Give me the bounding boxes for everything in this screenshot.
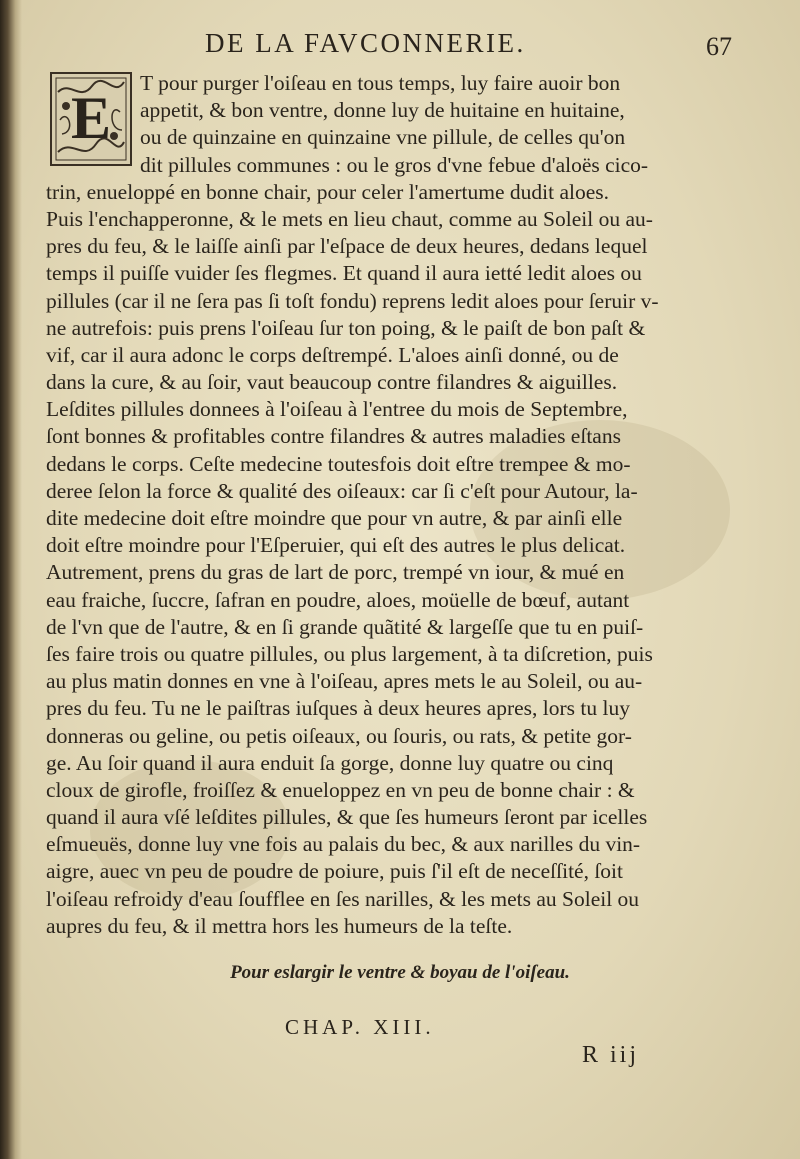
text-line: temps il puiſſe vuider ſes flegmes. Et quand il aura ietté ledit aloes ou <box>46 261 642 286</box>
chapter-number: CHAP. XIII. <box>285 1015 435 1039</box>
text-line: appetit, & bon ventre, donne luy de huitaine en huitaine, <box>140 98 625 123</box>
text-line: pres du feu, & le laiſſe ainſi par l'eſpace de deux heures, dedans lequel <box>46 234 648 259</box>
text-line: pres du feu. Tu ne le paiſtras iuſques à deux heures apres, lors tu luy <box>46 696 630 721</box>
text-line: vif, car il aura adonc le corps deſtrempé. L'aloes ainſi donné, ou de <box>46 342 619 367</box>
text-line: dedans le corps. Ceſte medecine toutesfois doit eſtre trempee & mo- <box>46 451 631 476</box>
text-line: l'oiſeau refroidy d'eau ſoufflee en ſes narilles, & les mets au Soleil ou <box>46 886 640 911</box>
text-line: Puis l'enchapperonne, & le mets en lieu chaut, comme au Soleil ou au- <box>46 206 653 231</box>
text-line: eſmueuës, donne luy vne fois au palais du bec, & aux narilles du vin- <box>46 832 641 857</box>
text-line: aigre, auec vn peu de poudre de poiure, puis ſ'il eſt de neceſſité, ſoit <box>46 859 624 884</box>
text-line: ne autrefois: puis prens l'oiſeau ſur ton poing, & le paiſt de bon paſt & <box>46 315 646 340</box>
text-line: ſont bonnes & profitables contre filandres & autres maladies eſtans <box>46 424 621 449</box>
text-line: de l'vn que de l'autre, & en ſi grande quãtité & largeſſe que tu en puiſ- <box>46 614 644 639</box>
text-line: dite medecine doit eſtre moindre que pour vn autre, & par ainſi elle <box>46 506 623 530</box>
body-text <box>46 70 788 940</box>
text-line: trin, enueloppé en bonne chair, pour celer l'amertume dudit aloes. <box>46 179 609 204</box>
running-head: DE LA FAVCONNERIE. <box>205 28 526 58</box>
text-line: aupres du feu, & il mettra hors les humeurs de la teſte. <box>46 913 513 938</box>
initial-letter: E <box>70 85 112 151</box>
text-line: T pour purger l'oiſeau en tous temps, luy faire auoir bon <box>140 71 621 95</box>
text-line: deree ſelon la force & qualité des oiſeaux: car ſi c'eſt pour Autour, la- <box>46 478 638 503</box>
signature-mark: R iij <box>582 1042 640 1068</box>
chapter-subheading: Pour eslargir le ventre & boyau de l'oiſeau. <box>230 962 570 983</box>
text-line: dans la cure, & au ſoir, vaut beaucoup contre filandres & aiguilles. <box>46 370 618 395</box>
text-line: Autrement, prens du gras de lart de porc, trempé vn iour, & mué en <box>46 560 625 585</box>
text-line: dit pillules communes : ou le gros d'vne febue d'aloës cico- <box>140 152 649 177</box>
text-line: Leſdites pillules donnees à l'oiſeau à l'entree du mois de Septembre, <box>46 397 628 422</box>
text-line: quand il aura vſé leſdites pillules, & que ſes humeurs ſeront par icelles <box>46 805 648 830</box>
text-line: pillules (car il ne ſera pas ſi toſt fondu) reprens ledit aloes pour ſeruir v- <box>46 288 659 313</box>
page-gutter <box>0 0 22 1159</box>
text-line: eau fraiche, ſuccre, ſafran en poudre, aloes, moüelle de bœuf, autant <box>46 587 630 612</box>
text-line: donneras ou geline, ou petis oiſeaux, ou ſouris, ou rats, & petite gor- <box>46 723 632 748</box>
page-number: 67 <box>706 32 732 61</box>
text-line: au plus matin donnes en vne à l'oiſeau, apres mets le au Soleil, ou au- <box>46 669 643 694</box>
text-line: ou de quinzaine en quinzaine vne pillule, de celles qu'on <box>140 125 626 150</box>
text-line: cloux de girofle, froiſſez & enueloppez en vn peu de bonne chair : & <box>46 777 635 802</box>
text-line: doit eſtre moindre pour l'Eſperuier, qui eſt des autres le plus delicat. <box>46 533 626 558</box>
text-line: ſes faire trois ou quatre pillules, ou plus largement, à ta diſcretion, puis <box>46 641 653 666</box>
text-line: ge. Au ſoir quand il aura enduit ſa gorge, donne luy quatre ou cinq <box>46 750 614 775</box>
